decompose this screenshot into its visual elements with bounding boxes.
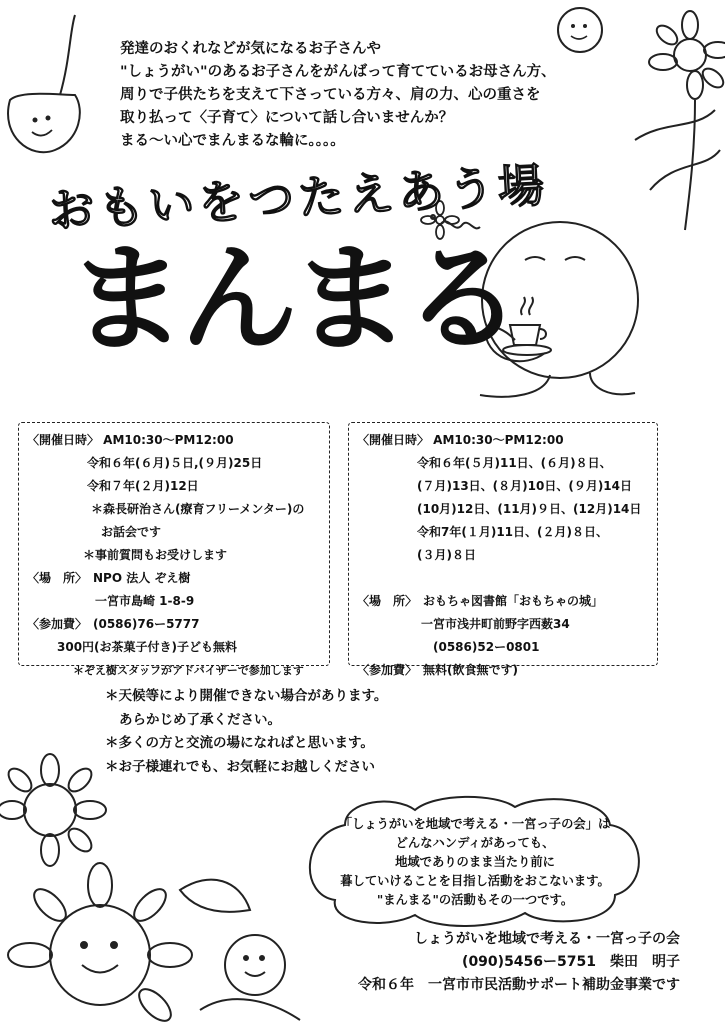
box-row: 令和7年(１月)11日、(２月)８日、 xyxy=(417,525,608,539)
box-row: ＊ぞえ樹スタッフがアドバイザーで参加します xyxy=(73,664,304,677)
box-row: お話会です xyxy=(101,525,162,539)
intro-line: 周りで子供たちを支えて下さっている方々、肩の力、心の重さを xyxy=(120,87,541,103)
right-info-box xyxy=(348,422,658,677)
box-row: 〈参加費〉 無料(飲食無です) xyxy=(357,663,518,677)
note-line: ＊多くの方と交流の場になればと思います。 xyxy=(105,735,374,751)
intro-line: 発達のおくれなどが気になるお子さんや xyxy=(120,41,381,57)
box-row: 令和７年(２月)12日 xyxy=(87,479,199,493)
cloud-line: 地域でありのまま当たり前に xyxy=(395,855,555,869)
box-row: ＊森長研治さん(療育フリーメンター)の xyxy=(91,502,305,516)
footer xyxy=(358,928,680,997)
note-line: あらかじめ了承ください。 xyxy=(119,711,281,728)
cloud-line: どんなハンディがあっても、 xyxy=(395,836,555,850)
box-row: 一宮市浅井町前野字西薮34 xyxy=(421,617,570,631)
box-row: 〈参加費〉 (0586)76ー5777 xyxy=(27,617,200,631)
box-row: 〈開催日時〉 AM10:30〜PM12:00 xyxy=(27,433,234,447)
box-row: 300円(お茶菓子付き)子ども無料 xyxy=(57,640,238,654)
footer-contact: (090)5456ー5751 柴田 明子 xyxy=(462,954,680,970)
footer-org: しょうがいを地域で考える・一宮っ子の会 xyxy=(414,931,680,947)
cloud-line: 暮していけることを目指し活動をおこないます。 xyxy=(340,874,610,888)
box-row: (0586)52ー0801 xyxy=(433,640,540,654)
box-row: ＊事前質問もお受けします xyxy=(83,548,228,562)
intro-line: 取り払って〈子育て〉について話し合いませんか？ xyxy=(120,110,454,126)
intro-line: まる〜い心でまんまるな輪に。。。。 xyxy=(120,133,345,149)
note-line: ＊天候等により開催できない場合があります。 xyxy=(105,688,388,704)
intro-text xyxy=(120,38,640,153)
box-row: 一宮市島崎 1-8-9 xyxy=(95,594,195,608)
footer-program: 令和６年 一宮市市民活動サポート補助金事業です xyxy=(358,977,680,993)
box-row: 令和６年(５月)11日、(６月)８日、 xyxy=(417,456,612,470)
event-subtitle: おもいをつたえあう場 xyxy=(47,157,550,239)
event-title: まんまる xyxy=(68,230,517,368)
box-row: (10月)12日、(11月)９日、(12月)14日 xyxy=(417,502,642,516)
note-line: ＊お子様連れでも、お気軽にお越しください xyxy=(105,758,375,775)
notes xyxy=(105,685,387,779)
organization-message xyxy=(320,805,630,917)
box-row: 〈場 所〉 おもちゃ図書館「おもちゃの城」 xyxy=(357,594,604,608)
box-row: (３月)８日 xyxy=(417,548,476,562)
cloud-line: 「しょうがいを地域で考える・一宮っ子の会」は xyxy=(339,817,611,831)
sunflower-garden-illustration xyxy=(0,740,320,1024)
box-row: 〈開催日時〉 AM10:30〜PM12:00 xyxy=(357,433,564,447)
box-row: (７月)13日、(８月)10日、(９月)14日 xyxy=(417,479,633,493)
box-row: 〈場 所〉 NPO 法人 ぞえ樹 xyxy=(27,571,191,585)
box-row: 令和６年(６月)５日,(９月)25日 xyxy=(87,456,263,470)
left-info-box xyxy=(18,422,330,677)
cloud-line: "まんまる"の活動もその一つです。 xyxy=(376,893,574,907)
leaf-face-illustration xyxy=(0,0,120,170)
intro-line: "しょうがい"のあるお子さんをがんばって育てているお母さん方、 xyxy=(120,64,556,80)
